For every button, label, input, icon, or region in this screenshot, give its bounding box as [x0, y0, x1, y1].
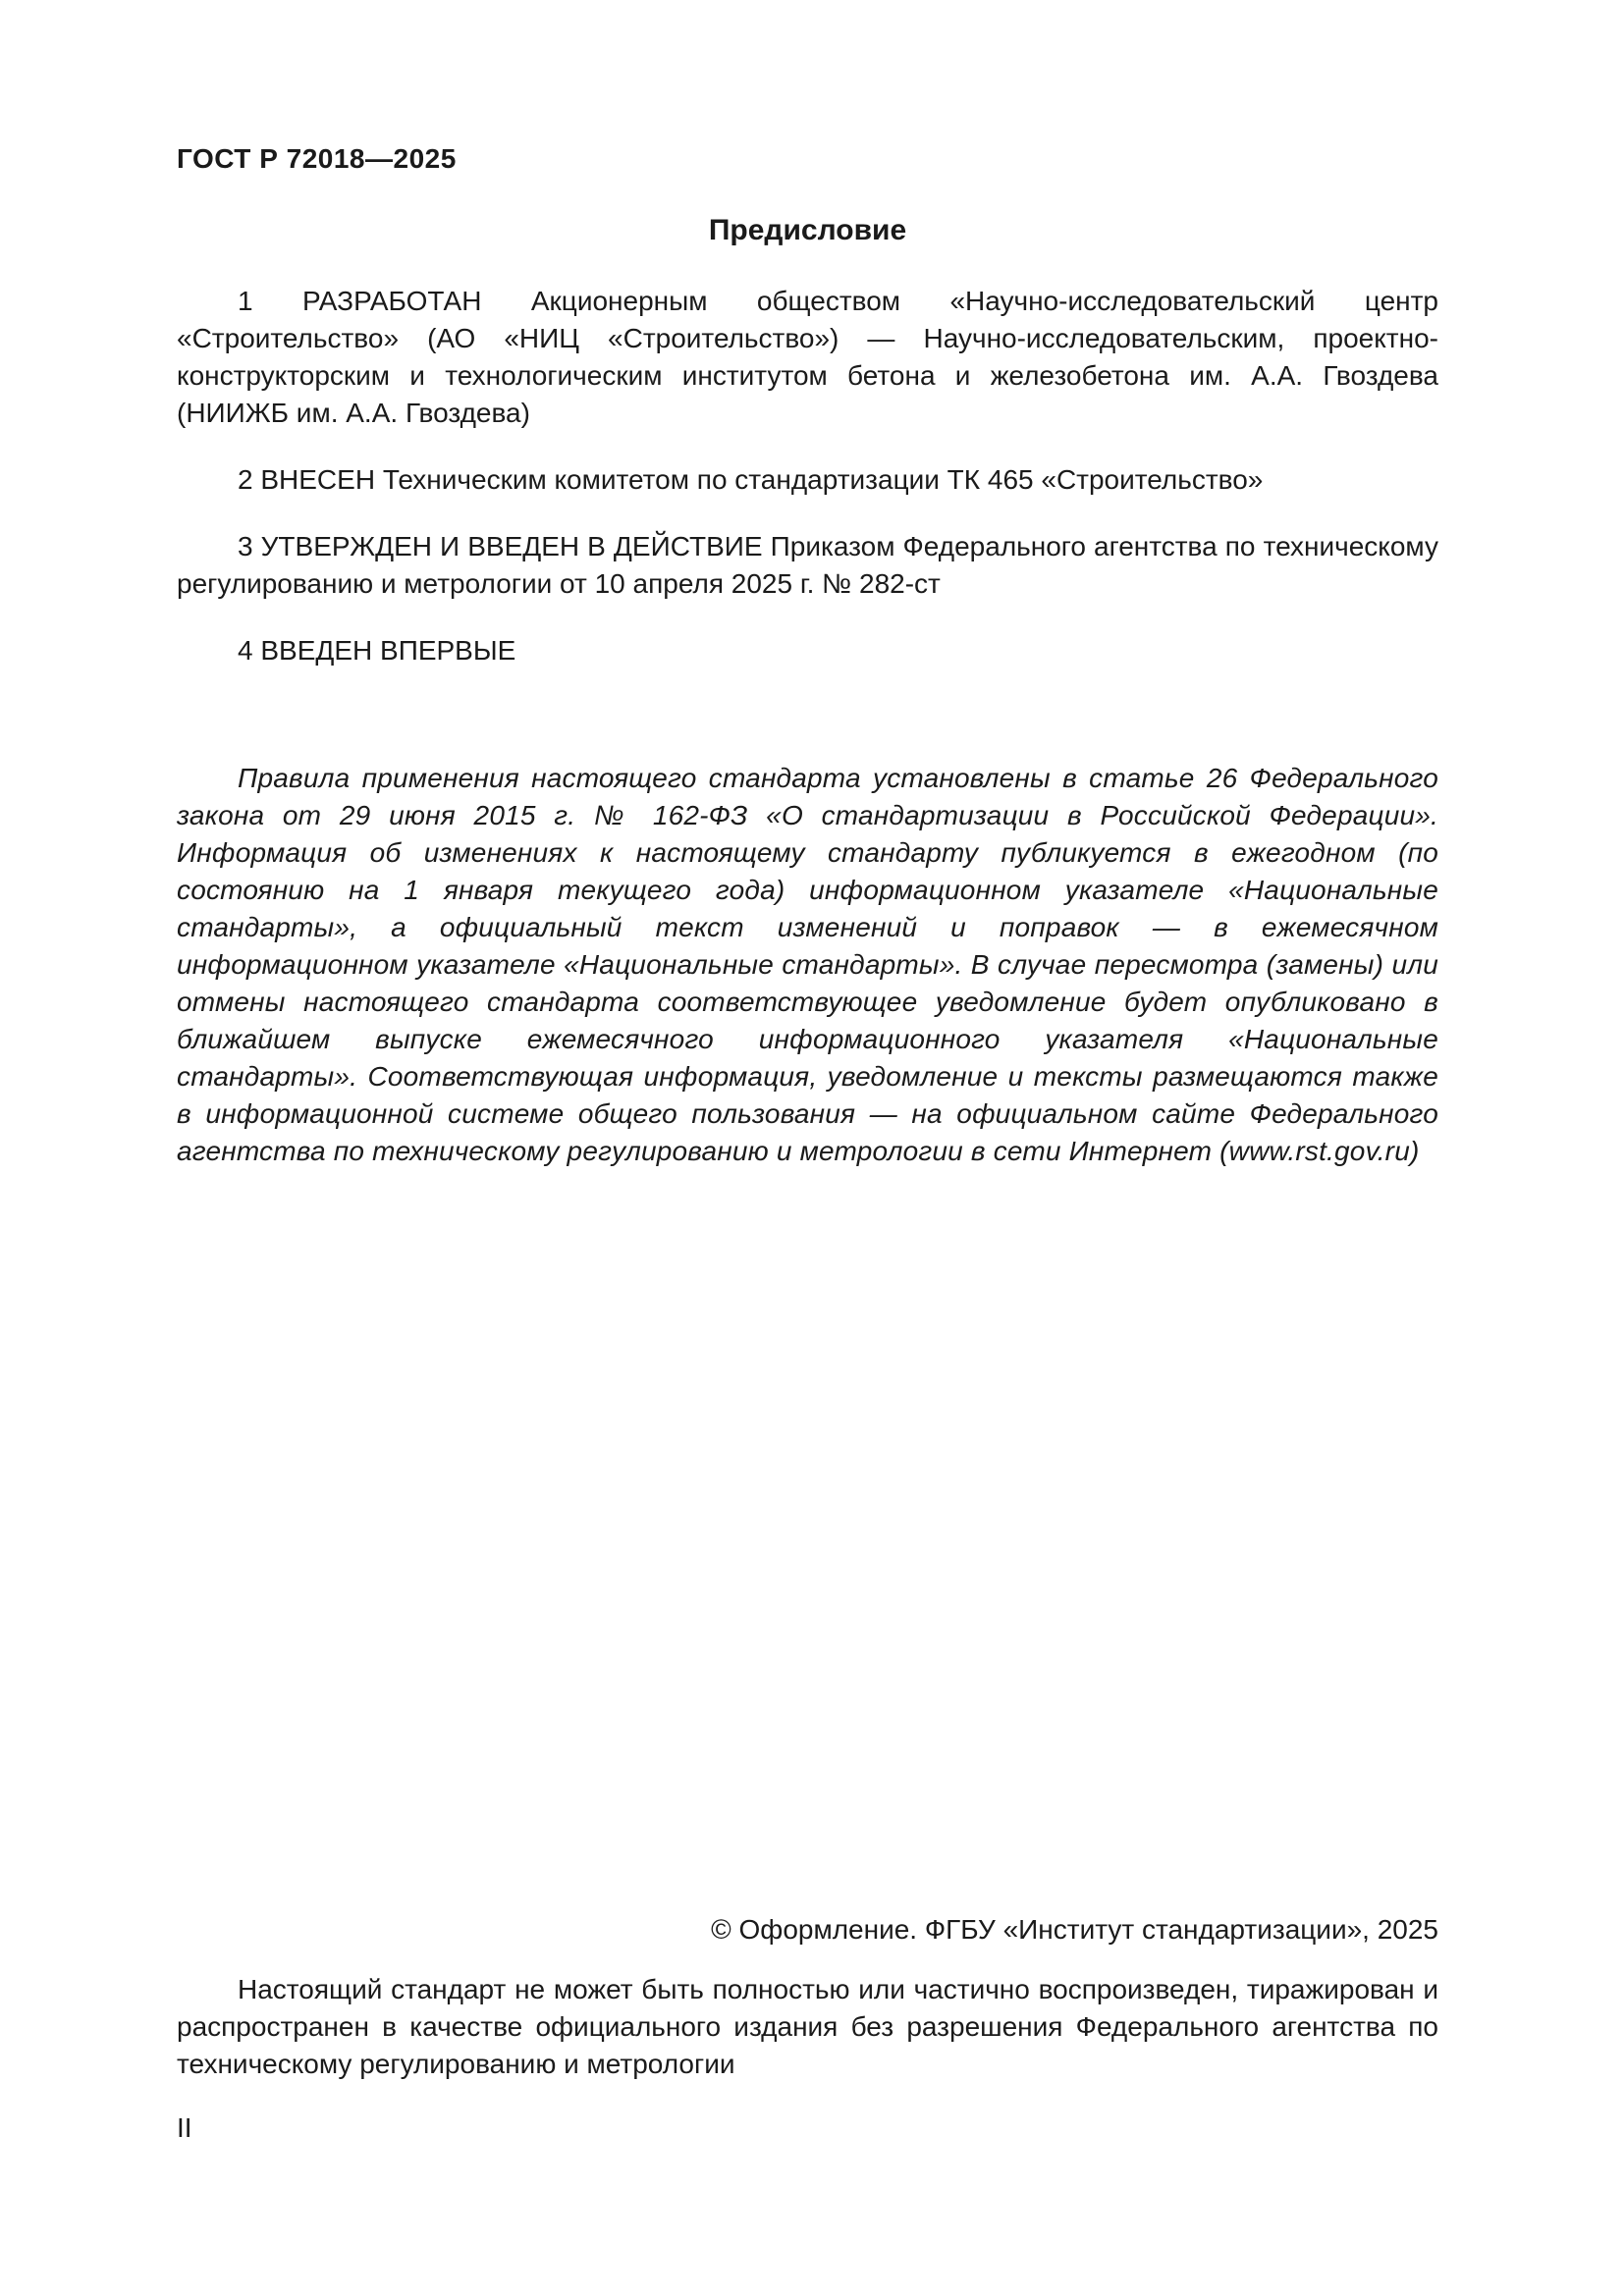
copyright-line: © Оформление. ФГБУ «Институт стандартизации», 2025: [711, 1914, 1438, 1945]
reproduction-restriction-notice: Настоящий стандарт не может быть полностью или частично воспроизведен, тиражирован и распространен в качестве официального издания без разрешения Федерального агентства по техническому регулированию и метрологии: [177, 1974, 1438, 2079]
clause-submitted-by: 2 ВНЕСЕН Техническим комитетом по стандартизации ТК 465 «Строительство»: [238, 464, 1264, 495]
document-code-header: ГОСТ Р 72018—2025: [177, 143, 457, 174]
application-rules-notice: Правила применения настоящего стандарта установлены в статье 26 Федерального закона от 29 июня 2015 г. № 162-ФЗ «О стандартизации в Российской Федерации». Информация об изменениях к настоящему стандарту публикуется в ежегодном (по состоянию на 1 января текущего года) информационном указателе «Национальные стандарты», а официальный текст изменений и поправок — в ежемесячном информационном указателе «Национальные стандарты». В случае пересмотра (замены) или отмены настоящего стандарта соответствующее уведомление будет опубликовано в ближайшем выпуске ежемесячного информационного указателя «Национальные стандарты». Соответствующая информация, уведомление и тексты размещаются также в информационной системе общего пользования — на официальном сайте Федерального агентства по техническому регулированию и метрологии в сети Интернет (www.rst.gov.ru): [177, 763, 1438, 1166]
page-content: [177, 0, 1438, 1198]
section-title: Предисловие: [708, 214, 907, 246]
clause-approved-by: 3 УТВЕРЖДЕН И ВВЕДЕН В ДЕЙСТВИЕ Приказом Федерального агентства по техническому регулированию и метрологии от 10 апреля 2025 г. № 282-ст: [177, 531, 1438, 599]
page-number: II: [177, 2112, 192, 2143]
clause-introduced-first-time: 4 ВВЕДЕН ВПЕРВЫЕ: [238, 635, 516, 666]
page-footer: [177, 1914, 1438, 2110]
clause-developed-by: 1 РАЗРАБОТАН Акционерным обществом «Научно-исследовательский центр «Строительство» (АО «НИЦ «Строительство») — Научно-исследовательским, проектно-конструкторским и технологическим институтом бетона и железобетона им. А.А. Гвоздева (НИИЖБ им. А.А. Гвоздева): [177, 286, 1438, 428]
